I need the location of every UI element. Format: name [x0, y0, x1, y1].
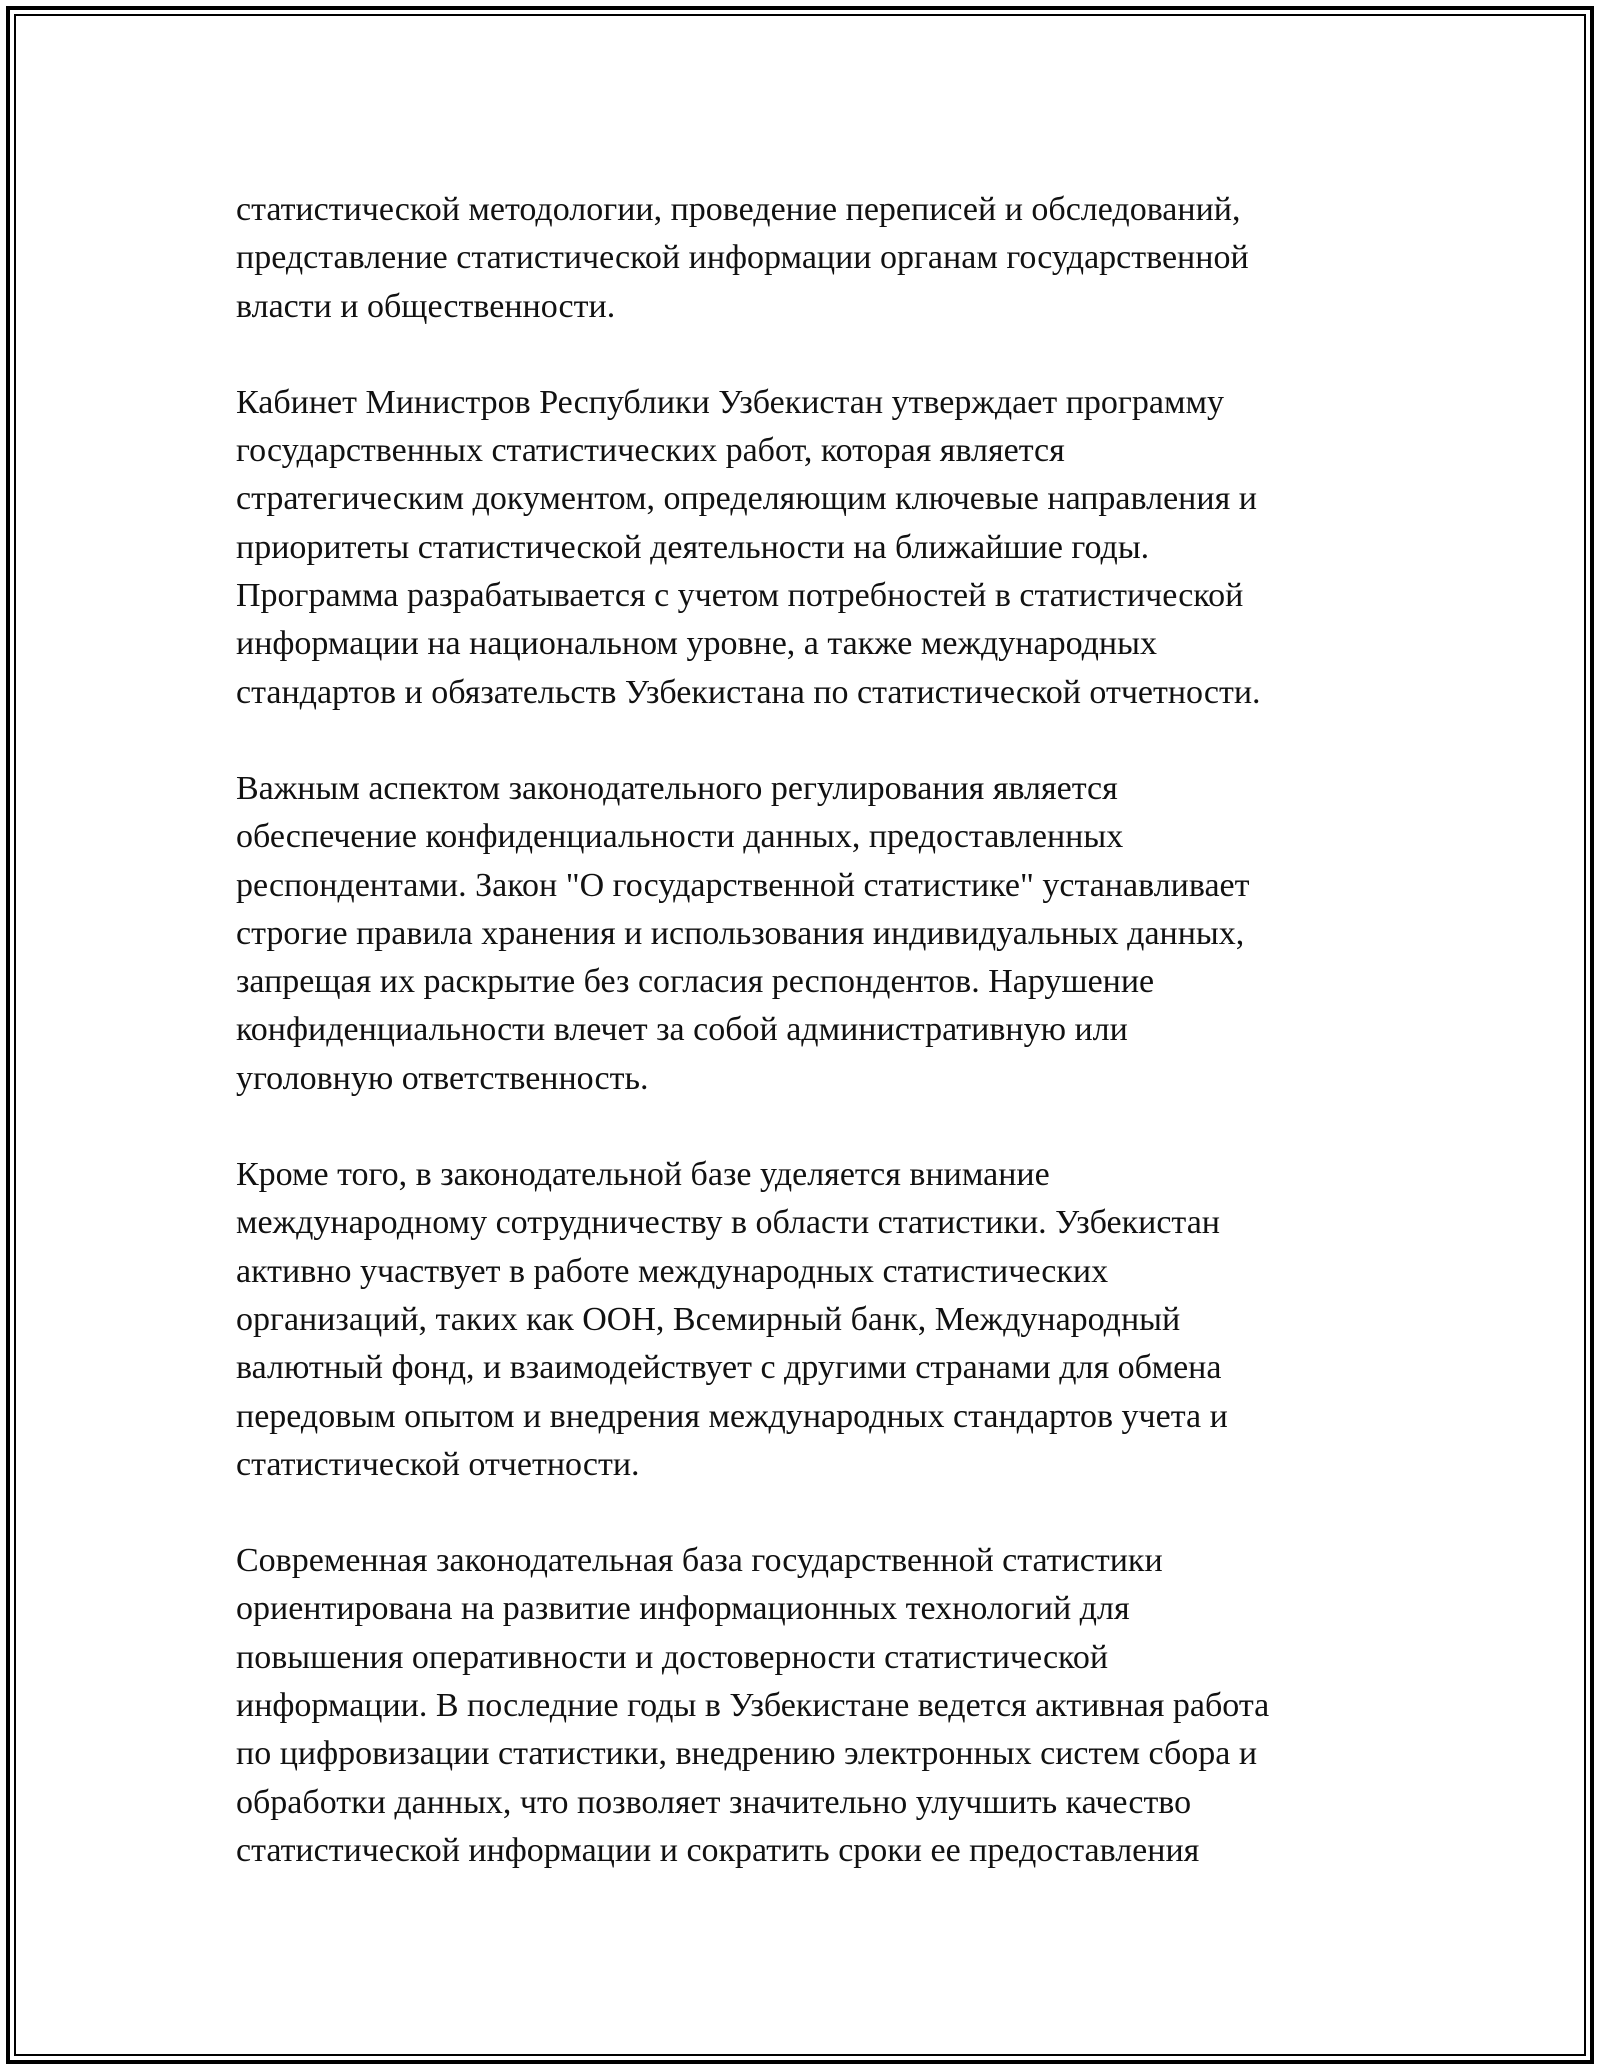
text-line: обеспечение конфиденциальности данных, предоставленных: [236, 818, 1124, 856]
text-line: организаций, таких как ООН, Всемирный банк, Международный: [236, 1300, 1181, 1338]
paragraph-2: [236, 379, 1386, 717]
text-line: стратегическим документом, определяющим ключевые направления и: [236, 480, 1257, 518]
text-line: Кроме того, в законодательной базе уделяется внимание: [236, 1156, 1050, 1194]
text-line: государственных статистических работ, которая является: [236, 432, 1065, 470]
text-line: повышения оперативности и достоверности статистической: [236, 1638, 1109, 1676]
text-line: международному сотрудничеству в области статистики. Узбекистан: [236, 1204, 1220, 1242]
text-line: статистической методологии, проведение переписей и обследований,: [236, 191, 1241, 228]
text-line: статистической отчетности.: [236, 1445, 640, 1483]
text-line: валютный фонд, и взаимодействует с другими странами для обмена: [236, 1349, 1222, 1387]
paragraph-5: [236, 1537, 1386, 1875]
paragraph-1: [236, 186, 1386, 331]
text-line: строгие правила хранения и использования индивидуальных данных,: [236, 914, 1245, 952]
text-line: информации на национальном уровне, а также международных: [236, 625, 1157, 663]
text-line: Важным аспектом законодательного регулирования является: [236, 769, 1118, 807]
text-line: стандартов и обязательств Узбекистана по статистической отчетности.: [236, 673, 1261, 711]
text-line: по цифровизации статистики, внедрению электронных систем сбора и: [236, 1735, 1258, 1773]
text-line: респондентами. Закон "О государственной статистике" устанавливает: [236, 866, 1250, 904]
text-line: ориентирована на развитие информационных технологий для: [236, 1590, 1130, 1628]
text-line: власти и общественности.: [236, 287, 616, 325]
text-line: Программа разрабатывается с учетом потребностей в статистической: [236, 577, 1244, 615]
document-body: [236, 186, 1386, 1923]
text-line: приоритеты статистической деятельности на ближайшие годы.: [236, 528, 1150, 566]
text-line: информации. В последние годы в Узбекистане ведется активная работа: [236, 1687, 1270, 1725]
text-line: Кабинет Министров Республики Узбекистан утверждает программу: [236, 383, 1224, 421]
text-line: уголовную ответственность.: [236, 1059, 649, 1097]
paragraph-3: [236, 765, 1386, 1103]
text-line: представление статистической информации органам государственной: [236, 239, 1249, 277]
text-line: статистической информации и сократить сроки ее предоставления: [236, 1831, 1200, 1869]
text-line: Современная законодательная база государственной статистики: [236, 1542, 1163, 1580]
text-line: конфиденциальности влечет за собой административную или: [236, 1011, 1128, 1049]
text-line: запрещая их раскрытие без согласия респондентов. Нарушение: [236, 963, 1155, 1001]
paragraph-4: [236, 1151, 1386, 1489]
text-line: передовым опытом и внедрения международных стандартов учета и: [236, 1397, 1228, 1435]
text-line: активно участвует в работе международных статистических: [236, 1252, 1109, 1290]
text-line: обработки данных, что позволяет значительно улучшить качество: [236, 1783, 1192, 1821]
